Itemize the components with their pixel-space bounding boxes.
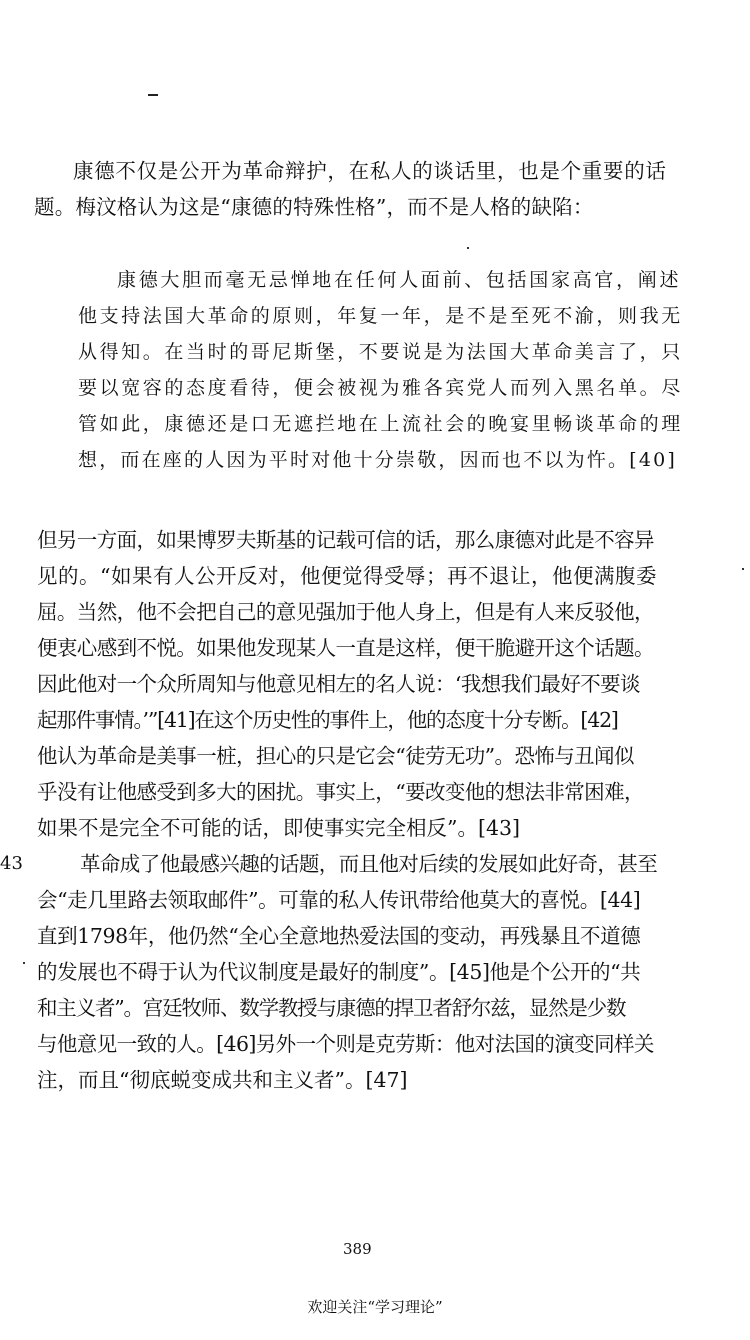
quote-line: 要以宽容的态度看待，便会被视为雅各宾党人而列入黑名单。尽 bbox=[78, 377, 683, 399]
quote-line: 想，而在座的人因为平时对他十分崇敬，因而也不以为忤。[40] bbox=[78, 449, 678, 471]
quote-line: 从得知。在当时的哥尼斯堡，不要说是为法国大革命美言了，只 bbox=[78, 341, 683, 363]
scan-speck bbox=[467, 247, 469, 249]
text-line: 康德不仅是公开为革命辩护，在私人的谈话里，也是个重要的话 bbox=[73, 159, 667, 183]
margin-number: 43 bbox=[0, 853, 23, 874]
text-line: 见的。“如果有人公开反对，他便觉得受辱；再不退让，他便满腹委 bbox=[37, 564, 657, 588]
scan-speck bbox=[742, 568, 744, 570]
text-line: 革命成了他最感兴趣的话题，而且他对后续的发展如此好奇，甚至 bbox=[80, 852, 658, 876]
footer-caption: 欢迎关注“学习理论” bbox=[307, 1298, 443, 1316]
text-line: 会“走几里路去领取邮件”。可靠的私人传讯带给他莫大的喜悦。[44] bbox=[37, 888, 641, 912]
text-line: 如果不是完全不可能的话，即使事实完全相反”。[43] bbox=[37, 816, 521, 840]
text-line: 起那件事情。’”[41]在这个历史性的事件上，他的态度十分专断。[42] bbox=[37, 708, 618, 732]
text-line: 与他意见一致的人。[46]另外一个则是克劳斯：他对法国的演变同样关 bbox=[37, 1032, 654, 1056]
page-number: 389 bbox=[343, 1240, 372, 1258]
text-line: 但另一方面，如果博罗夫斯基的记载可信的话，那么康德对此是不容异 bbox=[37, 528, 654, 552]
quote-line: 康德大胆而毫无忌惮地在任何人面前、包括国家高官，阐述 bbox=[117, 269, 682, 291]
text-line: 直到1798年，他仍然“全心全意地热爱法国的变动，再残暴且不道德 bbox=[37, 924, 641, 948]
text-line: 便衷心感到不悦。如果他发现某人一直是这样，便干脆避开这个话题。 bbox=[37, 636, 654, 660]
text-line: 的发展也不碍于认为代议制度是最好的制度”。[45]他是个公开的“共 bbox=[37, 960, 641, 984]
text-line: 乎没有让他感受到多大的困扰。事实上，“要改变他的想法非常困难， bbox=[37, 780, 644, 804]
scan-mark bbox=[148, 94, 158, 96]
text-line: 他认为革命是美事一桩，担心的只是它会“徒劳无功”。恐怖与丑闻似 bbox=[37, 744, 634, 768]
text-line: 注，而且“彻底蜕变成共和主义者”。[47] bbox=[37, 1068, 408, 1092]
text-line: 因此他对一个众所周知与他意见相左的名人说：‘我想我们最好不要谈 bbox=[37, 672, 640, 696]
quote-line: 他支持法国大革命的原则，年复一年，是不是至死不渝，则我无 bbox=[78, 305, 683, 327]
text-line: 题。梅汶格认为这是“康德的特殊性格”，而不是人格的缺陷： bbox=[34, 195, 594, 219]
scan-speck bbox=[23, 962, 25, 964]
text-line: 屈。当然，他不会把自己的意见强加于他人身上，但是有人来反驳他， bbox=[37, 600, 654, 624]
quote-line: 管如此，康德还是口无遮拦地在上流社会的晚宴里畅谈革命的理 bbox=[78, 413, 683, 435]
text-line: 和主义者”。宫廷牧师、数学教授与康德的捍卫者舒尔兹，显然是少数 bbox=[37, 996, 626, 1020]
